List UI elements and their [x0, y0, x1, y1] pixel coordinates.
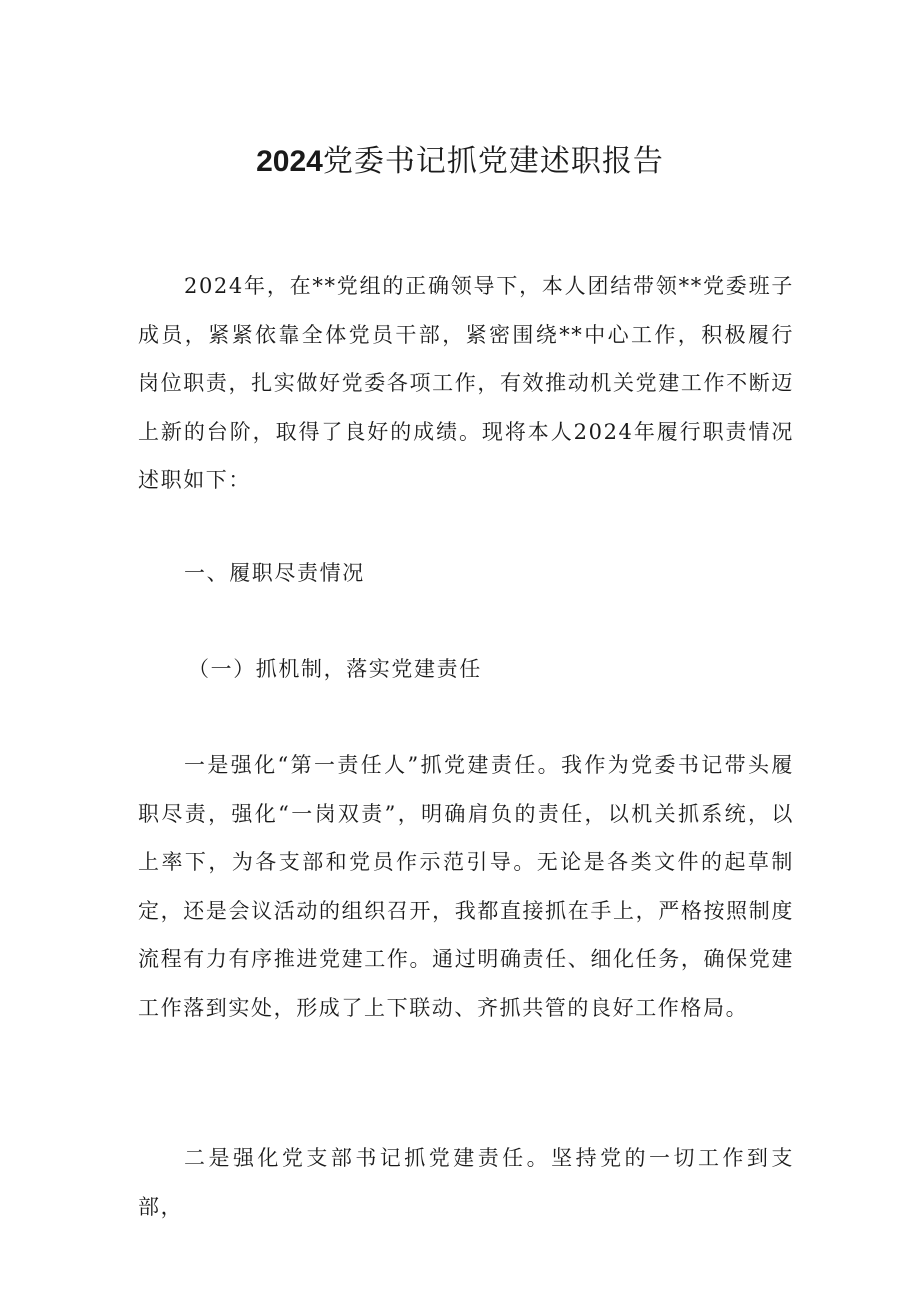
second-point-paragraph: 二是强化党支部书记抓党建责任。坚持党的一切工作到支部，	[138, 1146, 794, 1219]
subsection-heading: （一）抓机制，落实党建责任	[188, 657, 482, 681]
title-text: 党委书记抓党建述职报告	[322, 144, 664, 179]
document-title	[0, 138, 920, 186]
title-year: 2024	[256, 145, 323, 178]
first-point-paragraph: 一是强化“第一责任人”抓党建责任。我作为党委书记带头履职尽责，强化“一岗双责”，明确肩负的责任，以机关抓系统，以上率下，为各支部和党员作示范引导。无论是各类文件的起草制定，还是会议活动的组织召开，我都直接抓在手上，严格按照制度流程有力有序推进党建工作。通过明确责任、细化任务，确保党建工作落到实处，形成了上下联动、齐抓共管的良好工作格局。	[138, 753, 794, 1020]
intro-paragraph: 2024年，在**党组的正确领导下，本人团结带领**党委班子成员，紧紧依靠全体党员干部，紧密围绕**中心工作，积极履行岗位职责，扎实做好党委各项工作，有效推动机关党建工作不断迈上新的台阶，取得了良好的成绩。现将本人2024年履行职责情况述职如下：	[138, 274, 794, 492]
section-heading: 一、履职尽责情况	[184, 561, 365, 585]
